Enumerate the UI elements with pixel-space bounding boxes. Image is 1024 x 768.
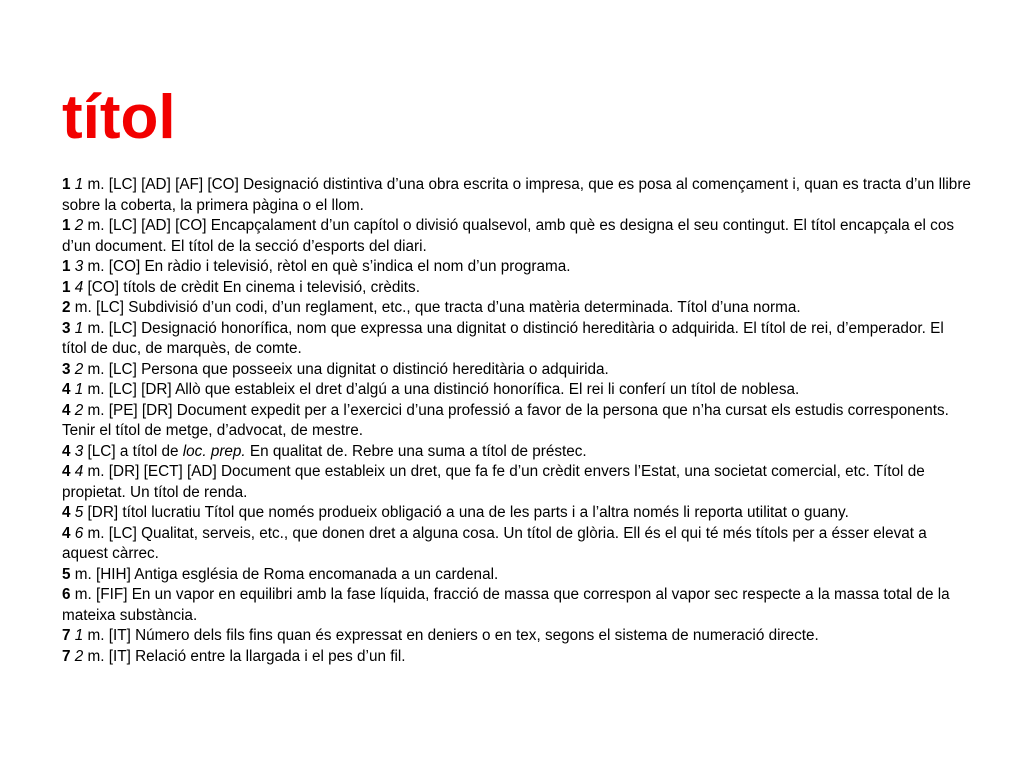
- definition-entry: [62, 401, 972, 442]
- sense-number: 4: [62, 524, 71, 542]
- sense-number: 6: [62, 586, 71, 603]
- subsense-number: 2: [74, 217, 84, 234]
- definition-text: [CO] títols de crèdit En cinema i televisió, crèdits.: [83, 278, 420, 296]
- definition-text: [LC] a títol de: [83, 442, 183, 460]
- subsense-number: 4: [74, 278, 84, 296]
- definition-entry: [62, 442, 972, 463]
- subsense-number: 1: [74, 319, 84, 337]
- subsense-number: 1: [74, 176, 84, 193]
- definition-list: [62, 175, 972, 667]
- sense-number: 7: [62, 647, 71, 665]
- subsense-number: 1: [74, 381, 84, 398]
- definition-entry: [62, 585, 972, 626]
- definition-text: m. [LC] Subdivisió d’un codi, d’un reglament, etc., que tracta d’una matèria determinada. Títol d’una norma.: [70, 299, 801, 316]
- definition-entry: [62, 216, 972, 257]
- definition-entry: [62, 175, 972, 216]
- definition-text: [DR] títol lucratiu Títol que només produeix obligació a una de les parts i a l’altra només li reporta utilitat o guany.: [83, 504, 849, 521]
- definition-text: m. [LC] Designació honorífica, nom que expressa una dignitat o distinció hereditària o adquirida. El títol de rei, d’emperador. El títol de duc, de marquès, de comte.: [62, 319, 944, 357]
- grammar-label: loc. prep.: [182, 442, 246, 460]
- subsense-number: 6: [74, 524, 84, 542]
- sense-number: 1: [62, 176, 71, 193]
- subsense-number: 3: [74, 258, 84, 275]
- definition-text: m. [PE] [DR] Document expedit per a l’exercici d’una professió a favor de la persona que n’ha cursat els estudis corresponents. Tenir el títol de metge, d’advocat, de mestre.: [62, 401, 949, 439]
- definition-entry: [62, 565, 972, 586]
- definition-entry: [62, 380, 972, 401]
- headword-title: títol: [62, 83, 176, 152]
- definition-text: m. [LC] [AD] [CO] Encapçalament d’un capítol o divisió qualsevol, amb què es designa el seu contingut. El títol encapçala el cos d’un document. El títol de la secció d’esports del diari.: [62, 217, 954, 255]
- subsense-number: 3: [74, 442, 84, 460]
- definition-entry: [62, 524, 972, 565]
- subsense-number: 2: [74, 401, 84, 419]
- definition-entry: [62, 298, 972, 319]
- definition-text: m. [IT] Número dels fils fins quan és expressat en deniers o en tex, segons el sistema de numeració directe.: [83, 627, 819, 644]
- sense-number: 4: [62, 381, 71, 398]
- subsense-number: 4: [74, 463, 84, 480]
- subsense-number: 5: [74, 504, 84, 521]
- sense-number: 1: [62, 258, 71, 275]
- definition-entry: [62, 319, 972, 360]
- sense-number: 7: [62, 627, 71, 644]
- subsense-number: 2: [74, 647, 84, 665]
- subsense-number: 1: [74, 627, 84, 644]
- definition-text: m. [LC] [AD] [AF] [CO] Designació distintiva d’una obra escrita o impresa, que es posa al començament i, quan es tracta d’un llibre sobre la coberta, la primera pàgina o el llom.: [62, 176, 971, 214]
- definition-text: m. [HIH] Antiga església de Roma encomanada a un cardenal.: [70, 565, 499, 583]
- sense-number: 4: [62, 442, 71, 460]
- subsense-number: 2: [74, 360, 84, 378]
- sense-number: 4: [62, 463, 71, 480]
- sense-number: 1: [62, 278, 71, 296]
- sense-number: 4: [62, 504, 71, 521]
- definition-entry: [62, 462, 972, 503]
- definition-text: En qualitat de. Rebre una suma a títol de préstec.: [245, 442, 587, 460]
- definition-entry: [62, 278, 972, 299]
- definition-text: m. [DR] [ECT] [AD] Document que estableix un dret, que fa fe d’un crèdit envers l’Estat, una societat comercial, etc. Títol de propietat. Un títol de renda.: [62, 463, 925, 501]
- sense-number: 3: [62, 319, 71, 337]
- sense-number: 1: [62, 217, 71, 234]
- definition-entry: [62, 503, 972, 524]
- sense-number: 2: [62, 299, 71, 316]
- sense-number: 5: [62, 565, 71, 583]
- definition-text: m. [CO] En ràdio i televisió, rètol en què s’indica el nom d’un programa.: [83, 258, 571, 275]
- definition-entry: [62, 257, 972, 278]
- sense-number: 3: [62, 360, 71, 378]
- definition-entry: [62, 647, 972, 668]
- definition-text: m. [FIF] En un vapor en equilibri amb la fase líquida, fracció de massa que correspon al vapor sec respecte a la massa total de la mateixa substància.: [62, 586, 950, 624]
- definition-text: m. [LC] Persona que posseeix una dignitat o distinció hereditària o adquirida.: [83, 360, 609, 378]
- definition-text: m. [LC] Qualitat, serveis, etc., que donen dret a alguna cosa. Un títol de glòria. Ell és el qui té més títols per a ésser elevat a aquest càrrec.: [62, 524, 927, 562]
- definition-text: m. [LC] [DR] Allò que estableix el dret d’algú a una distinció honorífica. El rei li conferí un títol de noblesa.: [83, 381, 800, 398]
- sense-number: 4: [62, 401, 71, 419]
- definition-text: m. [IT] Relació entre la llargada i el pes d’un fil.: [83, 647, 406, 665]
- definition-entry: [62, 360, 972, 381]
- definition-entry: [62, 626, 972, 647]
